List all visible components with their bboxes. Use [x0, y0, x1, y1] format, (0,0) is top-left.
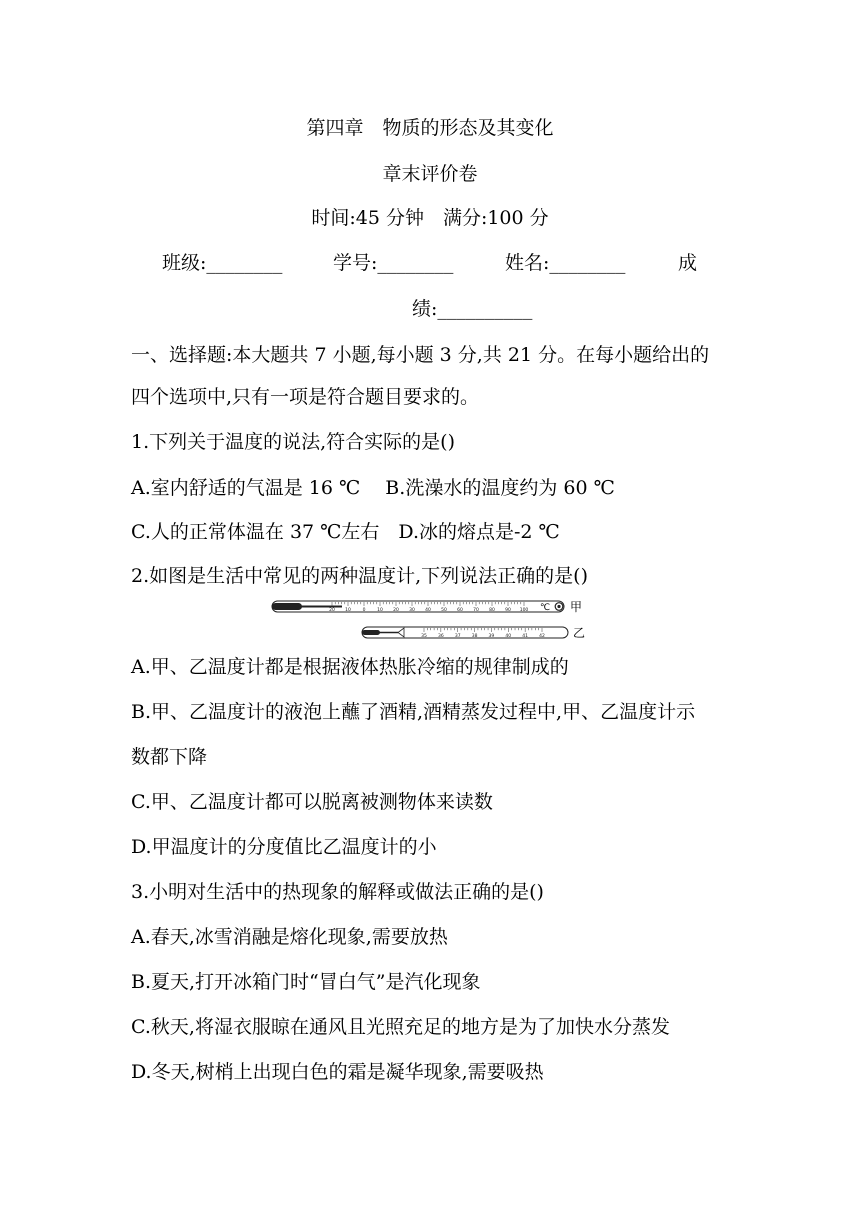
thermometer-jia: [272, 600, 582, 614]
question-3-option-a: A.春天,冰雪消融是熔化现象,需要放热: [131, 926, 448, 948]
yi-scale-label: 40: [505, 634, 512, 639]
question-2-option-c: C.甲、乙温度计都可以脱离被测物体来读数: [131, 791, 493, 813]
yi-scale-label: 39: [488, 634, 495, 639]
thermometer-figure: [270, 596, 600, 642]
jia-scale-label: 60: [457, 608, 463, 613]
question-3-option-b: B.夏天,打开冰箱门时“冒白气”是汽化现象: [131, 971, 481, 993]
question-3-stem: 3.小明对生活中的热现象的解释或做法正确的是(): [131, 881, 544, 903]
jia-scale-label: 90: [505, 608, 511, 613]
chapter-title: 第四章 物质的形态及其变化: [306, 117, 554, 139]
jia-scale-label: 70: [473, 608, 479, 613]
jia-unit: ℃: [540, 603, 551, 613]
score-field-part1: 成: [678, 252, 698, 274]
question-2-option-b-line1: B.甲、乙温度计的液泡上蘸了酒精,酒精蒸发过程中,甲、乙温度计示: [131, 701, 696, 723]
yi-scale-label: 35: [421, 634, 427, 639]
jia-scale-label: 0: [362, 608, 366, 613]
question-2-option-b-line2: 数都下降: [131, 746, 208, 768]
yi-scale-label: 36: [437, 634, 444, 639]
question-2-stem: 2.如图是生活中常见的两种温度计,下列说法正确的是(): [131, 565, 588, 587]
question-2-option-d: D.甲温度计的分度值比乙温度计的小: [131, 836, 437, 858]
class-field: 班级:________: [162, 252, 283, 274]
thermometer-jia-label: 甲: [570, 600, 583, 614]
jia-scale-label: 20: [393, 608, 399, 613]
jia-scale-label: 30: [409, 608, 415, 613]
section1-intro-line2: 四个选项中,只有一项是符合题目要求的。: [131, 386, 480, 408]
score-field-part2: 绩:__________: [412, 298, 533, 320]
jia-scale-label: 20: [329, 608, 335, 613]
section1-intro-line1: 一、选择题:本大题共 7 小题,每小题 3 分,共 21 分。在每小题给出的: [131, 344, 710, 366]
exam-subtitle: 章末评价卷: [382, 163, 478, 185]
time-score-info: 时间:45 分钟 满分:100 分: [311, 207, 549, 229]
thermometer-yi: [362, 626, 585, 640]
jia-scale-label: 80: [489, 608, 495, 613]
thermometers-svg: [270, 596, 600, 642]
yi-scale-label: 38: [471, 634, 478, 639]
question-3-option-d: D.冬天,树梢上出现白色的霜是凝华现象,需要吸热: [131, 1061, 544, 1083]
question-2-option-a: A.甲、乙温度计都是根据液体热胀冷缩的规律制成的: [131, 656, 569, 678]
yi-scale-label: 41: [522, 634, 529, 639]
jia-scale-label: 50: [441, 608, 447, 613]
jia-scale-label: 10: [345, 608, 351, 613]
question-3-option-c: C.秋天,将湿衣服晾在通风且光照充足的地方是为了加快水分蒸发: [131, 1016, 670, 1038]
name-field: 姓名:________: [505, 252, 626, 274]
yi-scale-label: 42: [539, 634, 545, 639]
question-1-stem: 1.下列关于温度的说法,符合实际的是(): [131, 431, 455, 453]
jia-scale-label: 100: [519, 608, 529, 613]
yi-scale-label: 37: [454, 634, 461, 639]
question-1-options-line1: A.室内舒适的气温是 16 ℃ B.洗澡水的温度约为 60 ℃: [131, 477, 615, 499]
student-id-field: 学号:________: [333, 252, 454, 274]
thermometer-yi-label: 乙: [573, 626, 586, 640]
jia-scale-label: 10: [377, 608, 383, 613]
question-1-options-line2: C.人的正常体温在 37 ℃左右 D.冰的熔点是-2 ℃: [131, 521, 560, 543]
jia-scale-label: 40: [425, 608, 431, 613]
